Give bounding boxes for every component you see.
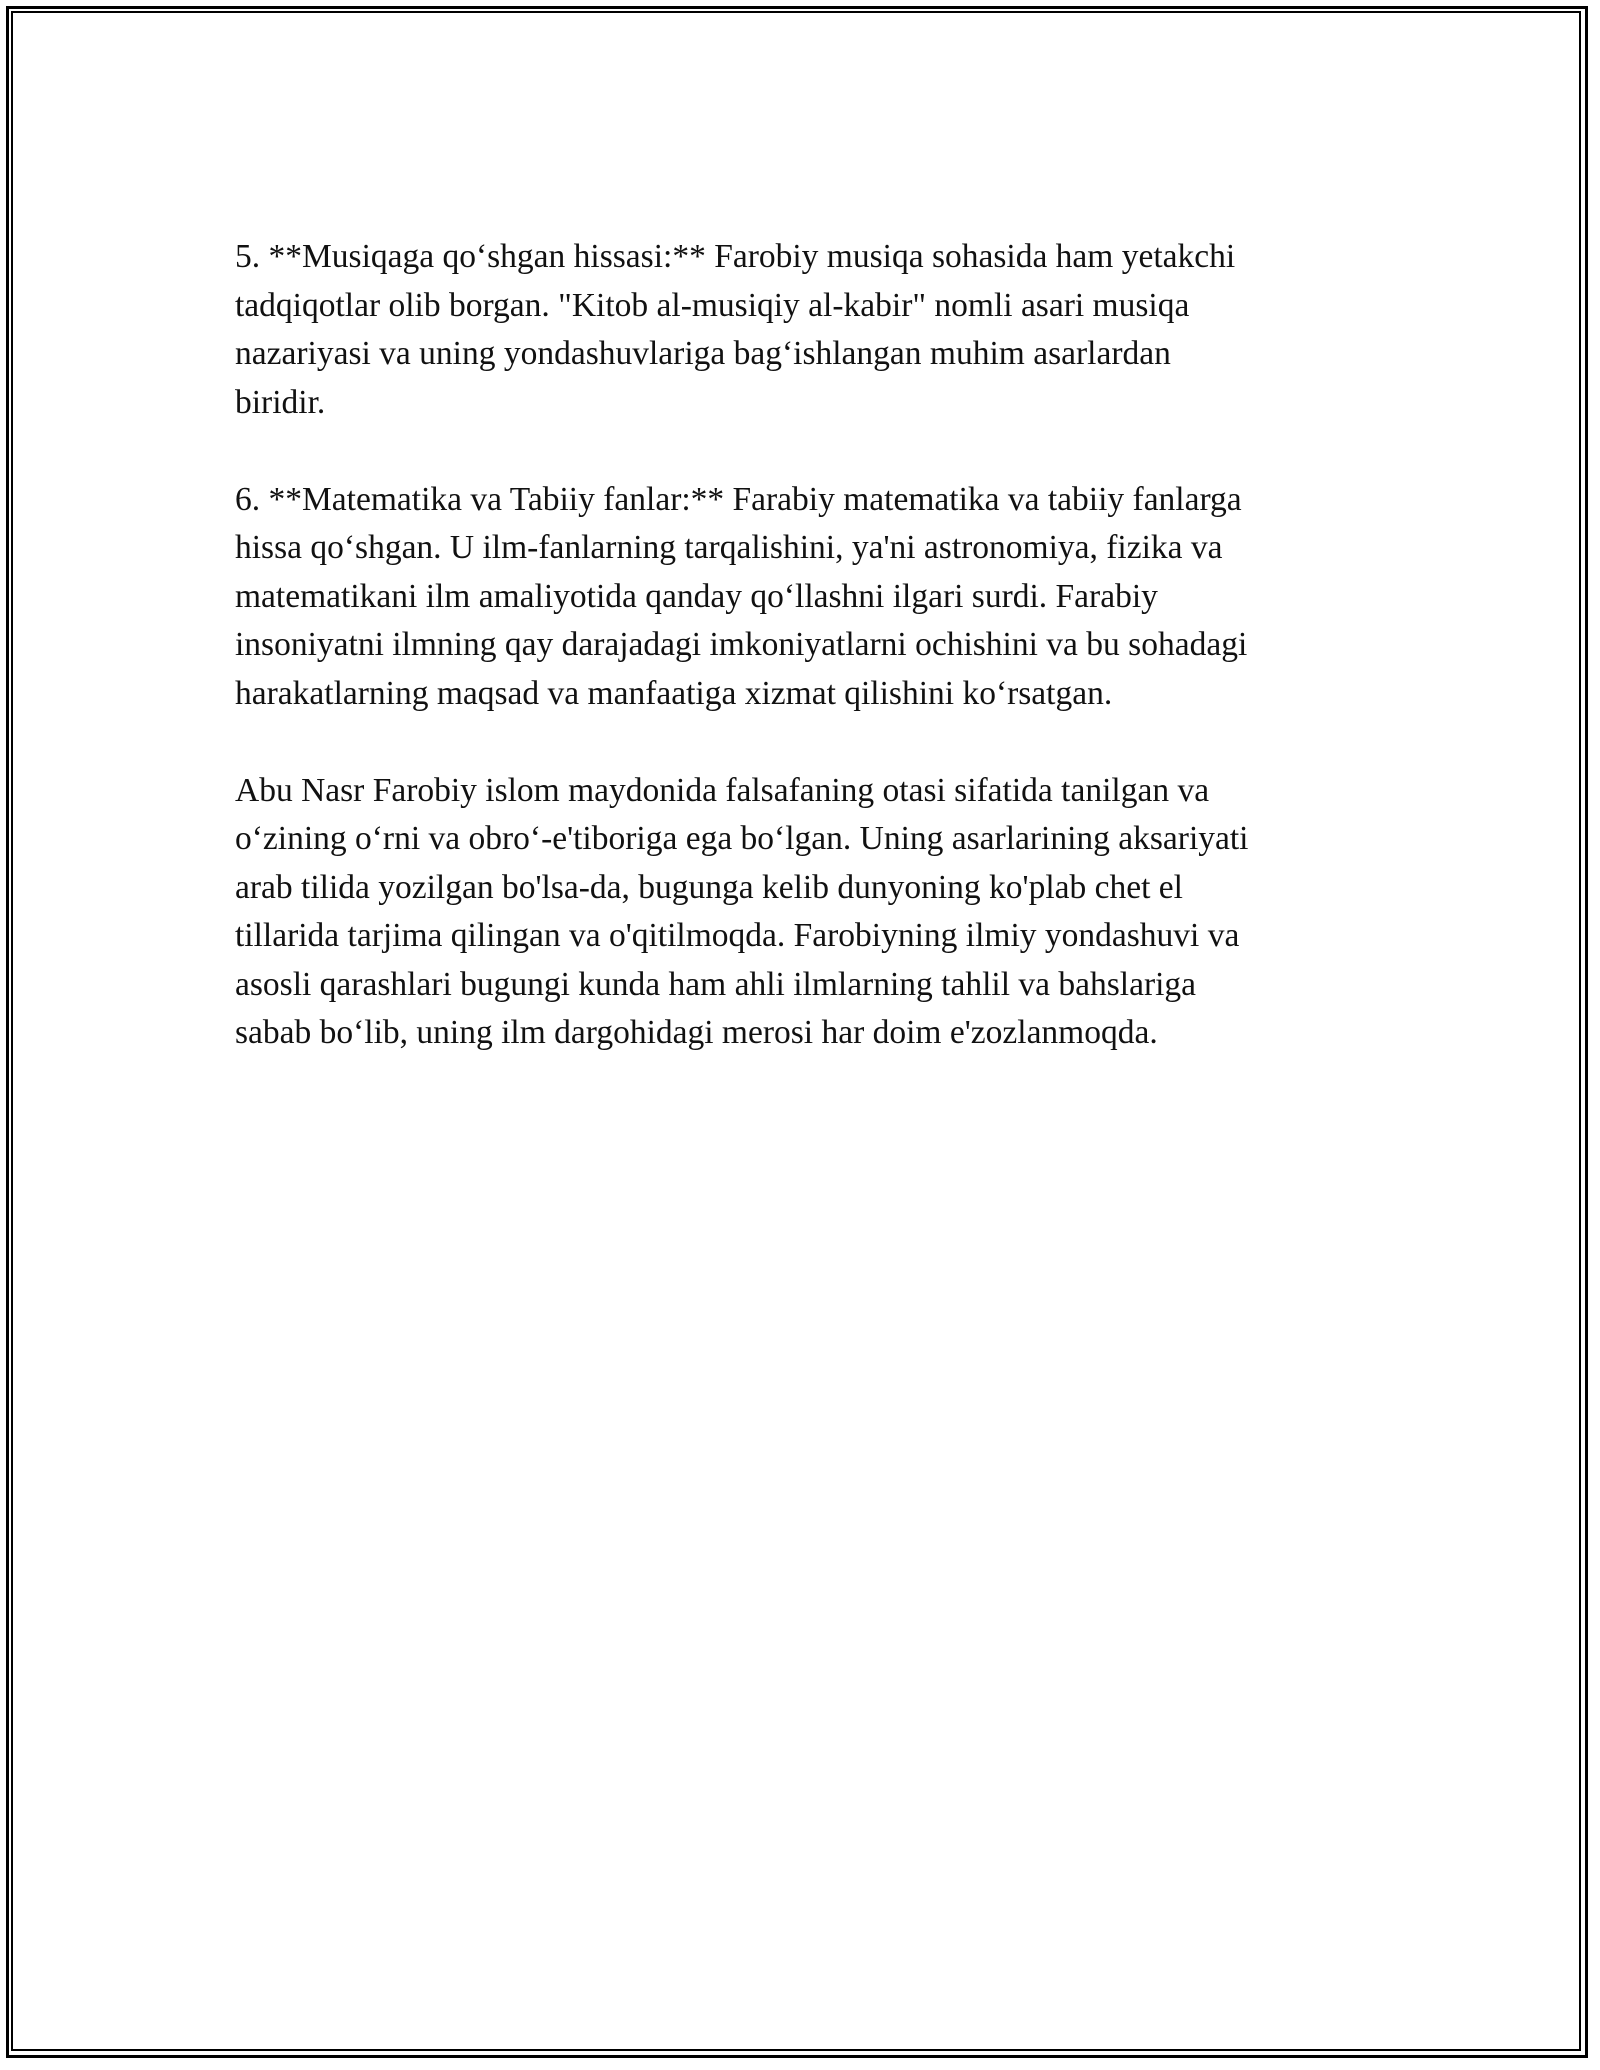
paragraph-conclusion: Abu Nasr Farobiy islom maydonida falsafaning otasi sifatida tanilgan va o‘zining o‘rni va obro‘-e'tiboriga ega bo‘lgan. Uning asarlarining aksariyati arab tilida yozilgan bo'lsa-da, bugunga kelib dunyoning ko'plab chet el tillarida tarjima qilingan va o'qitilmoqda. Farobiyning ilmiy yondashuvi va asosli qarashlari bugungi kunda ham ahli ilmlarning tahlil va bahslariga sabab bo‘lib, uning ilm dargohidagi merosi har doim e'zozlanmoqda. (235, 771, 1249, 1051)
document-body (235, 233, 1365, 1106)
paragraph-music-contribution: 5. **Musiqaga qo‘shgan hissasi:** Farobiy musiqa sohasida ham yetakchi tadqiqotlar olib borgan. "Kitob al-musiqiy al-kabir" nomli asari musiqa nazariyasi va uning yondashuvlariga bag‘ishlangan muhim asarlardan biridir. (235, 238, 1236, 421)
paragraph-math-natural-sciences: 6. **Matematika va Tabiiy fanlar:** Farabiy matematika va tabiiy fanlarga hissa qo‘shgan. U ilm-fanlarning tarqalishini, ya'ni astronomiya, fizika va matematikani ilm amaliyotida qanday qo‘llashni ilgari surdi. Farabiy insoniyatni ilmning qay darajadagi imkoniyatlarni ochishini va bu sohadagi harakatlarning maqsad va manfaatiga xizmat qilishini ko‘rsatgan. (235, 480, 1248, 712)
